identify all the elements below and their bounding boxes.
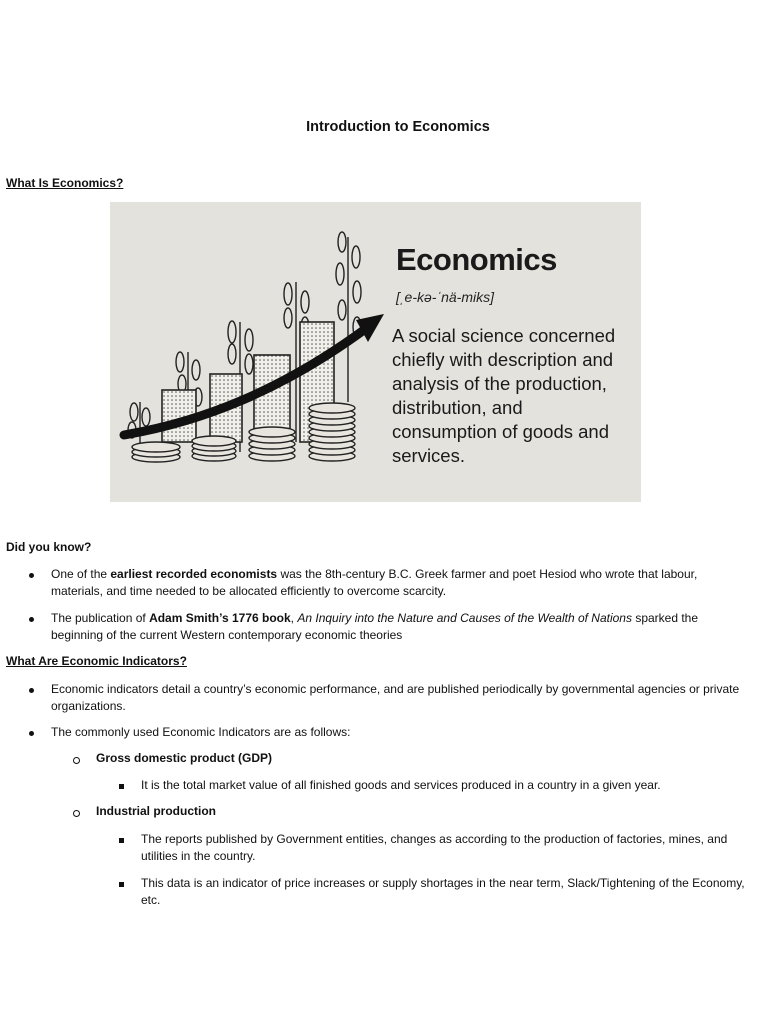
indicator-intro-1: Economic indicators detail a country’s economic performance, and are published periodically by governmental agencies or private organizations. bbox=[51, 682, 740, 713]
indicator-detail: The reports published by Government entities, changes as according to the production of factories, mines, and utilities in the country. bbox=[141, 832, 728, 863]
section-heading-economic-indicators: What Are Economic Indicators? bbox=[6, 654, 187, 668]
indicator-detail: It is the total market value of all finished goods and services produced in a country in a given year. bbox=[141, 778, 661, 792]
economics-illustration bbox=[110, 202, 641, 502]
bullet-dot bbox=[29, 573, 34, 578]
did-you-know-heading: Did you know? bbox=[6, 540, 92, 554]
growth-chart-illustration bbox=[110, 202, 390, 502]
figure-title: Economics bbox=[396, 242, 557, 277]
indicator-detail: This data is an indicator of price increases or supply shortages in the near term, Slack/Tightening of the Economy, etc. bbox=[141, 876, 745, 907]
bullet-dot bbox=[29, 731, 34, 736]
bullet-dot bbox=[29, 617, 34, 622]
figure-definition: A social science concerned chiefly with description and analysis of the production, distribution, and consumption of goods and services. bbox=[392, 325, 616, 466]
bullet-square bbox=[119, 784, 124, 789]
indicator-name-gdp: Gross domestic product (GDP) bbox=[96, 751, 273, 765]
indicator-name-industrial-production: Industrial production bbox=[96, 804, 216, 818]
section-heading-what-is-economics: What Is Economics? bbox=[6, 176, 124, 190]
fact-2: The publication of Adam Smith’s 1776 book, An Inquiry into the Nature and Causes of the Wealth of Nations sparked the beginning of the current Western contemporary economic theories bbox=[51, 611, 699, 642]
bullet-square bbox=[119, 838, 124, 843]
bullet-circle bbox=[73, 810, 80, 817]
figure-pronunciation: [ˌe-kə-ˈnä-miks] bbox=[396, 289, 495, 305]
indicator-intro-2: The commonly used Economic Indicators are as follows: bbox=[51, 725, 351, 739]
fact-1: One of the earliest recorded economists was the 8th-century B.C. Greek farmer and poet Hesiod who wrote that labour, materials, and time needed to be allocated efficiently to overcome scarcity. bbox=[51, 567, 698, 598]
page-title: Introduction to Economics bbox=[306, 119, 490, 135]
bullet-circle bbox=[73, 757, 80, 764]
bullet-square bbox=[119, 882, 124, 887]
bullet-dot bbox=[29, 688, 34, 693]
